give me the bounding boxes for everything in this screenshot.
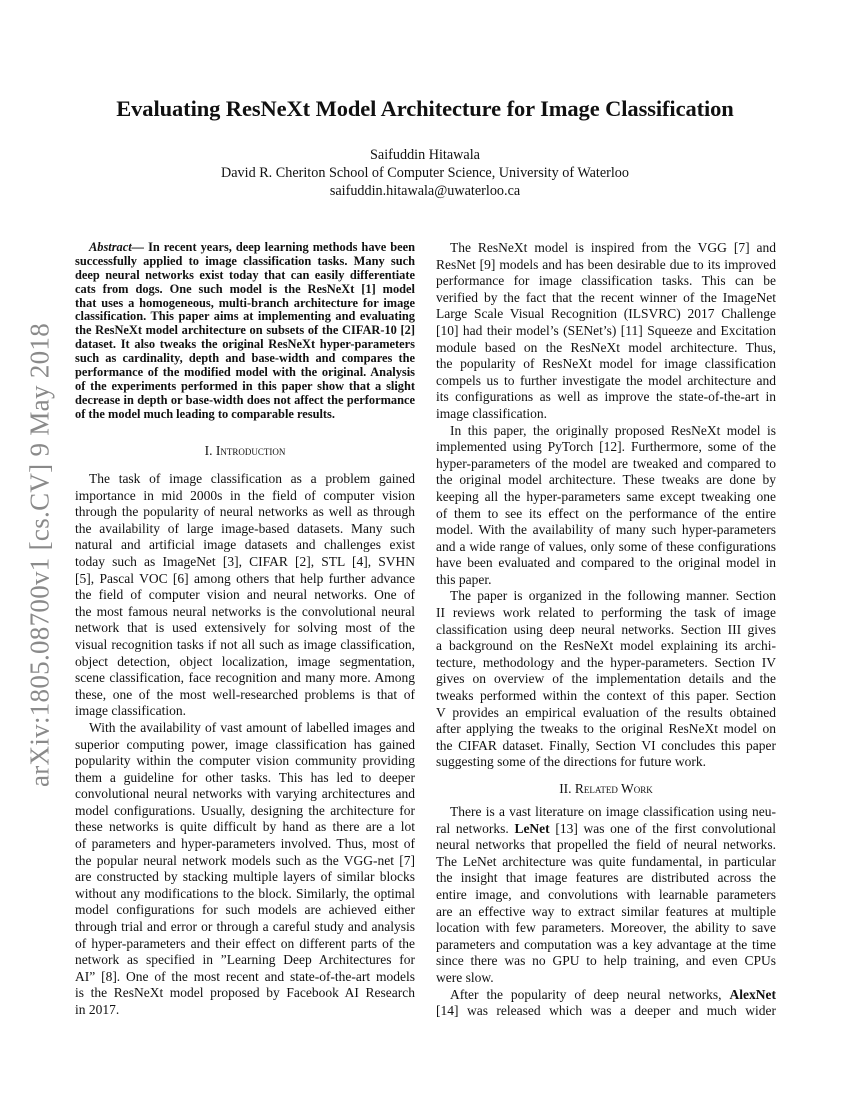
text-line: tecture, methodology and the hyper-parameters. Section IV — [436, 654, 776, 670]
text-line — [75, 241, 415, 255]
text-line: without any modifications to the block. Similarly, the optimal — [75, 885, 415, 901]
text-line: performance for image classification tasks. This can be — [436, 273, 776, 289]
text-line: image classification. — [75, 703, 186, 719]
text-line: have been evaluated and compared to the original model in — [436, 555, 776, 571]
text-line: The task of image classification as a problem gained — [89, 471, 415, 486]
text-line: its configurations as well as improve the state-of-the-art in — [436, 389, 776, 405]
text-line: a background on the ResNeXt model explaining its archi- — [436, 638, 776, 654]
text-line: cats from dogs. One such model is the ResNeXt [1] model — [75, 281, 415, 296]
text-segment: In recent years, deep learning methods have been — [144, 240, 415, 254]
text-line: implemented using PyTorch [12]. Furthermore, some of the — [436, 439, 776, 455]
text-line: model. With the availability of many such hyper-parameters — [436, 522, 776, 538]
text-line: them a guideline for other tasks. This has led to deeper — [75, 769, 415, 785]
text-line: compels us to further investigate the model architecture and — [436, 372, 776, 388]
section-heading-introduction: I. Introduction — [204, 443, 286, 458]
text-line: The LeNet architecture was quite fundamental, in particular — [436, 853, 776, 869]
text-line — [436, 821, 776, 838]
text-line: the insight that image features are distributed across the — [436, 870, 776, 886]
text-line: The paper is organized in the following manner. Section — [450, 588, 776, 604]
text-line: With the availability of vast amount of labelled images and — [89, 719, 415, 735]
text-line: after applying the tweaks to the original ResNeXt model on — [436, 721, 776, 737]
text-line: There is a vast literature on image classification using neu- — [450, 804, 776, 819]
text-line: through trial and error or through a careful study and analysis — [75, 919, 415, 935]
text-line — [436, 987, 776, 1004]
text-line: the popular neural network models such as the VGG-net [7] — [75, 852, 415, 868]
text-line: hyper-parameters of the model are tweaked and compared to — [436, 455, 776, 471]
text-line: the field of computer vision and neural networks. One of — [75, 587, 415, 603]
text-line: the original model architecture. These tweaks are done by — [436, 472, 776, 488]
text-segment: After the popularity of deep neural networks, — [450, 986, 730, 1002]
text-line: II reviews work related to performing the task of image — [436, 605, 776, 621]
paragraph — [436, 423, 776, 589]
text-segment: ral networks. — [436, 820, 515, 836]
text-line: were slow. — [436, 969, 494, 985]
text-line: since there was no GPU to help training, and even CPUs — [436, 953, 776, 969]
paragraph — [75, 720, 415, 1019]
arxiv-identifier: arXiv:1805.08700v1 [cs.CV] 9 May 2018 — [24, 322, 55, 788]
text-line: convolutional neural networks with varying architectures and — [75, 786, 415, 802]
text-line: decrease in depth or base-width does not affect the performance — [75, 392, 415, 407]
text-line: model configurations. Usually, designing the architecture for — [75, 802, 415, 818]
text-line: is the ResNeXt model proposed by Facebook AI Research — [75, 985, 415, 1001]
paragraph — [75, 241, 415, 422]
introduction-text — [75, 471, 415, 1019]
text-line: visual recognition tasks if not all such as image classification, — [75, 636, 415, 652]
text-segment: [13] was one of the first convolutional — [549, 820, 777, 836]
paragraph — [75, 471, 415, 720]
text-line: the ResNeXt model architecture on subsets of the CIFAR-10 [2] — [75, 323, 415, 338]
text-line: importance in mid 2000s in the field of computer vision — [75, 487, 415, 503]
text-line: object detection, object localization, image segmentation, — [75, 653, 415, 669]
text-line: Large Scale Visual Recognition (ILSVRC) 2017 Challenge — [436, 306, 776, 322]
text-line: of the model much leading to comparable results. — [75, 406, 335, 421]
text-line: these networks is quite difficult by hand as there are a lot — [75, 819, 415, 835]
text-line: of parameters and hyper-parameters involved. Thus, most of — [75, 836, 415, 852]
paragraph — [436, 588, 776, 771]
text-line: this paper. — [436, 571, 492, 587]
text-line: classification using deep neural networks. Section III gives — [436, 621, 776, 637]
text-line: gives on overview of the implementation details and the — [436, 671, 776, 687]
text-line: are an effective way to extract similar features at multiple — [436, 903, 776, 919]
text-line: tweaks performed within the context of this paper. Section — [436, 688, 776, 704]
text-line: verified by the fact that the recent winner of the ImageNet — [436, 289, 776, 305]
text-line: AI” [8]. One of the most recent and state-of-the-art models — [75, 968, 415, 984]
text-line: the availability of large image-based datasets. Many such — [75, 520, 415, 536]
text-line: parameters and computation was a key advantage at the time — [436, 936, 776, 952]
paper-title: Evaluating ResNeXt Model Architecture for Image Classification — [116, 96, 734, 121]
text-line: in 2017. — [75, 1002, 120, 1017]
paragraph — [436, 804, 776, 987]
text-line: The ResNeXt model is inspired from the VGG [7] and — [450, 240, 776, 255]
text-line: model configurations for such models are achieved either — [75, 902, 415, 918]
text-line: popularity within the computer vision community providing — [75, 753, 415, 769]
text-line: [10] had their model’s (SENet’s) [11] Squeeze and Excitation — [436, 322, 776, 338]
bold-term: LeNet — [514, 820, 550, 836]
text-line: location with few parameters. Moreover, the ability to save — [436, 920, 776, 936]
author-affiliation: David R. Cheriton School of Computer Science, University of Waterloo — [221, 165, 629, 181]
text-line: suggesting some of the directions for future work. — [436, 754, 706, 770]
paragraph — [436, 240, 776, 423]
text-line: the most famous neural networks is the convolutional neural — [75, 603, 415, 619]
text-line: classification. This paper aims at implementing and evaluating — [75, 309, 415, 324]
text-line: and a wide range of values, only some of these configurations — [436, 538, 776, 554]
text-line: the CIFAR dataset. Finally, Section VI concludes this paper — [436, 737, 776, 753]
paragraph — [436, 987, 776, 1020]
text-line: [14] was released which was a deeper and much wider — [436, 1003, 776, 1019]
text-line: deep neural networks exist today that can easily differentiate — [75, 267, 415, 282]
text-line: ResNet [9] models and has been desirable due to its improved — [436, 256, 776, 272]
text-line: the popularity of ResNeXt model for image classification — [436, 356, 776, 372]
text-line: module based on the ResNeXt model architecture. Thus, — [436, 339, 776, 355]
text-line: of them to see its effect on the performance of the entire — [436, 505, 776, 521]
text-line: superior computing power, image classification has gained — [75, 736, 415, 752]
author-name: Saifuddin Hitawala — [370, 147, 480, 163]
text-line: such as cardinality, depth and base-width and compares the — [75, 351, 415, 366]
bold-term: AlexNet — [729, 986, 776, 1002]
text-line: image classification. — [436, 405, 547, 421]
text-line: successfully applied to image classification tasks. Many such — [75, 253, 415, 268]
text-line: today such as ImageNet [3], CIFAR [2], STL [4], SVHN — [75, 553, 415, 569]
abstract — [75, 241, 415, 422]
text-line: neural networks that propelled the field of neural networks. — [436, 837, 776, 853]
section-heading-related-work: II. Related Work — [559, 781, 653, 796]
related-work-text — [436, 804, 776, 1020]
text-line: these, one of the most well-researched problems is that of — [75, 686, 415, 702]
text-line: dataset. It also tweaks the original ResNeXt hyper-parameters — [75, 337, 415, 352]
text-line: of the experiments performed in this paper show that a slight — [75, 378, 415, 393]
text-line: are constructed by stacking multiple layers of similar blocks — [75, 869, 415, 885]
author-email: saifuddin.hitawala@uwaterloo.ca — [329, 183, 521, 199]
text-line: scene classification, face recognition and many more. Among — [75, 670, 415, 686]
text-line: network that is used extensively for solving most of the — [75, 620, 415, 636]
introduction-text-continued — [436, 240, 776, 771]
text-line: [5], Pascal VOC [6] among others that help further advance — [75, 570, 415, 586]
text-line: In this paper, the originally proposed ResNeXt model is — [450, 422, 776, 438]
text-line: network as specified in ”Learning Deep Architectures for — [75, 952, 415, 968]
text-line: keeping all the hyper-parameters same except tweaking one — [436, 488, 776, 504]
abstract-label: Abstract— — [89, 240, 145, 254]
text-line: entire image, and convolutions with learnable parameters — [436, 886, 776, 902]
text-line: that uses a homogeneous, multi-branch architecture for image — [75, 295, 415, 310]
text-line: performance of the modified model with the original. Analysis — [75, 365, 415, 380]
text-line: of hyper-parameters and their effect on different parts of the — [75, 935, 415, 951]
text-line: V provides an empirical evaluation of the results obtained — [436, 704, 776, 720]
text-line: natural and artificial image datasets and challenges exist — [75, 537, 415, 553]
arxiv-stamp — [22, 290, 58, 820]
text-line: through the popularity of neural networks as well as through — [75, 504, 415, 520]
